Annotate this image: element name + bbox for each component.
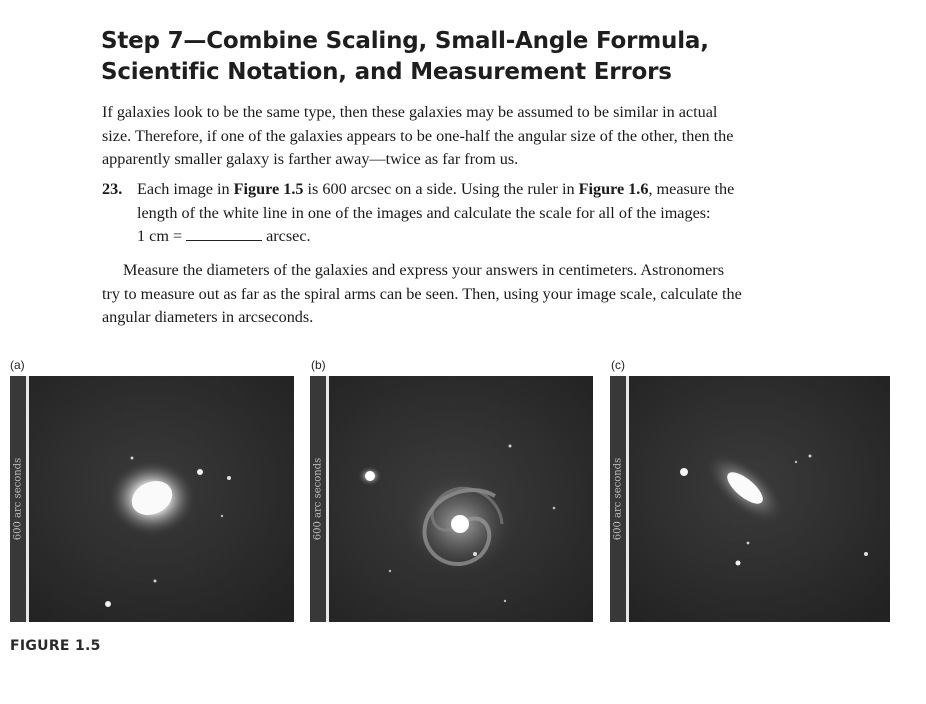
- question-text: , measure the: [648, 180, 735, 198]
- measure-line: try to measure out as far as the spiral arms can be seen. Then, using your image scale, calculate the: [102, 284, 742, 303]
- figure-caption: FIGURE 1.5: [10, 638, 101, 654]
- scale-bar-a: [10, 376, 26, 622]
- galaxy-image-a: [10, 376, 294, 622]
- intro-line: apparently smaller galaxy is farther away—twice as far from us.: [102, 150, 519, 168]
- scale-label-b: 600 arc seconds: [312, 457, 324, 541]
- intro-line: size. Therefore, if one of the galaxies appears to be one-half the angular size of the other, then the: [102, 126, 734, 145]
- answer-blank[interactable]: [186, 226, 262, 241]
- scale-bar-b: [310, 376, 326, 622]
- measure-paragraph: [102, 259, 872, 330]
- galaxy-image-b: [310, 376, 593, 622]
- section-heading: [101, 26, 861, 88]
- scale-bar-c: [610, 376, 626, 622]
- galaxy-core-b: [451, 515, 469, 533]
- galaxy-c-graphic: [610, 376, 890, 622]
- question-line: length of the white line in one of the images and calculate the scale for all of the images:: [137, 203, 711, 222]
- question-text: is 600 arcsec on a side. Using the ruler in: [303, 180, 579, 198]
- intro-line: If galaxies look to be the same type, then these galaxies may be assumed to be similar in actual: [102, 103, 718, 121]
- question-text: arcsec.: [266, 227, 311, 245]
- intro-paragraph: [102, 101, 872, 172]
- question-text: Each image in: [137, 180, 234, 198]
- galaxy-image-c: [610, 376, 890, 622]
- question-line: [102, 178, 872, 202]
- galaxy-b-graphic: [310, 376, 593, 622]
- question-line: [102, 225, 872, 249]
- heading-line-1: Step 7—Combine Scaling, Small-Angle Formula,: [101, 28, 709, 54]
- figure-ref: Figure 1.6: [578, 180, 649, 198]
- panel-label-c: (c): [611, 358, 625, 372]
- panel-label-b: (b): [311, 358, 326, 372]
- white-line-c: [626, 376, 629, 622]
- figure-ref: Figure 1.5: [233, 180, 304, 198]
- white-line-b: [326, 376, 329, 622]
- heading-line-2: Scientific Notation, and Measurement Errors: [101, 59, 672, 85]
- galaxy-a-graphic: [10, 376, 294, 622]
- measure-line: angular diameters in arcseconds.: [102, 308, 314, 326]
- scale-label-c: 600 arc seconds: [612, 457, 624, 541]
- measure-line: Measure the diameters of the galaxies and express your answers in centimeters. Astronomers: [123, 261, 724, 279]
- question-text: 1 cm =: [137, 227, 183, 245]
- question-23: [102, 178, 872, 249]
- panel-label-a: (a): [10, 358, 25, 372]
- white-line-a: [26, 376, 29, 622]
- scale-label-a: 600 arc seconds: [12, 457, 24, 541]
- question-number: 23.: [102, 180, 123, 198]
